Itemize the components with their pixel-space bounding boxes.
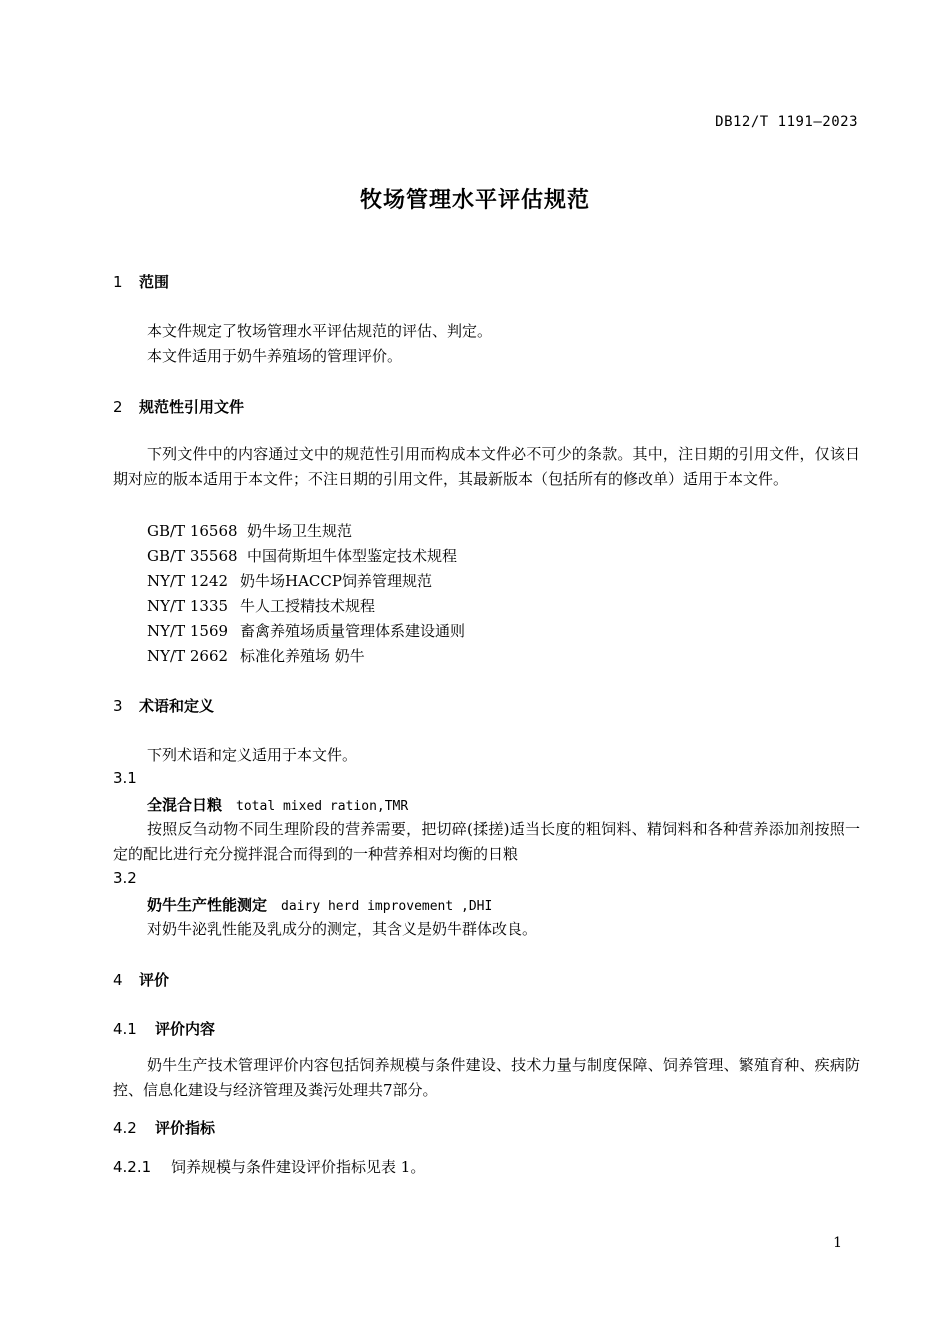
section-title: 规范性引用文件: [139, 398, 245, 416]
section-number: 1: [113, 273, 123, 291]
paragraph: 下列术语和定义适用于本文件。: [147, 746, 358, 764]
section-4-heading: [113, 969, 169, 990]
section-title: 评价: [139, 971, 170, 989]
reference-name: 畜禽养殖场质量管理体系建设通则: [240, 622, 466, 640]
reference-item: [147, 520, 352, 541]
paragraph: 奶牛生产技术管理评价内容包括饲养规模与条件建设、技术力量与制度保障、饲养管理、繁殖育种、疾病防控、信息化建设与经济管理及粪污处理共7部分。: [113, 1056, 860, 1099]
section-number: 4: [113, 971, 123, 989]
term-heading: [147, 794, 408, 815]
reference-code: GB/T 16568: [147, 522, 238, 540]
section-title: 术语和定义: [139, 697, 215, 715]
subsection-4-1-heading: [113, 1018, 215, 1039]
term-en: dairy herd improvement ,DHI: [281, 899, 493, 914]
subsection-title: 评价内容: [155, 1020, 216, 1038]
reference-item: [147, 570, 432, 591]
subsection-title: 评价指标: [155, 1119, 216, 1137]
term-number: 3.2: [113, 869, 137, 887]
standard-code: DB12/T 1191—2023: [715, 114, 858, 130]
reference-item: [147, 620, 465, 641]
page-number: 1: [833, 1235, 842, 1251]
subsection-number: 4.2: [113, 1119, 137, 1137]
term-number: 3.1: [113, 769, 137, 787]
reference-name: 牛人工授精技术规程: [240, 597, 376, 615]
reference-code: GB/T 35568: [147, 547, 238, 565]
subsection-text: 饲养规模与条件建设评价指标见表 1。: [171, 1158, 426, 1176]
reference-code: NY/T 1569: [147, 622, 229, 640]
section-1-heading: [113, 271, 169, 292]
reference-code: NY/T 2662: [147, 647, 229, 665]
term-zh: 全混合日粮: [147, 796, 223, 814]
reference-item: [147, 645, 365, 666]
term-en: total mixed ration,TMR: [236, 799, 409, 814]
reference-code: NY/T 1242: [147, 572, 229, 590]
term-definition: 对奶牛泌乳性能及乳成分的测定，其含义是奶牛群体改良。: [147, 920, 538, 938]
reference-name: 奶牛场卫生规范: [247, 522, 353, 540]
subsection-number: 4.1: [113, 1020, 137, 1038]
subsection-number: 4.2.1: [113, 1158, 152, 1176]
paragraph: 本文件适用于奶牛养殖场的管理评价。: [147, 347, 403, 365]
reference-item: [147, 545, 457, 566]
section-number: 2: [113, 398, 123, 416]
section-title: 范围: [139, 273, 170, 291]
term-zh: 奶牛生产性能测定: [147, 896, 268, 914]
term-heading: [147, 894, 492, 915]
section-2-heading: [113, 396, 244, 417]
paragraph: 下列文件中的内容通过文中的规范性引用而构成本文件必不可少的条款。其中，注日期的引用文件，仅该日期对应的版本适用于本文件；不注日期的引用文件，其最新版本（包括所有的修改单）适用于本文件。: [113, 445, 860, 488]
section-number: 3: [113, 697, 123, 715]
reference-name: 奶牛场HACCP饲养管理规范: [240, 572, 432, 590]
paragraph: 本文件规定了牧场管理水平评估规范的评估、判定。: [147, 322, 493, 340]
page-title: 牧场管理水平评估规范: [359, 188, 590, 213]
subsection-4-2-1: [113, 1156, 425, 1177]
term-definition: 按照反刍动物不同生理阶段的营养需要，把切碎(揉搓)适当长度的粗饲料、精饲料和各种营养添加剂按照一定的配比进行充分搅拌混合而得到的一种营养相对均衡的日粮: [113, 820, 860, 863]
reference-code: NY/T 1335: [147, 597, 229, 615]
reference-item: [147, 595, 375, 616]
reference-name: 中国荷斯坦牛体型鉴定技术规程: [247, 547, 458, 565]
reference-name: 标准化养殖场 奶牛: [240, 647, 365, 665]
section-3-heading: [113, 695, 214, 716]
subsection-4-2-heading: [113, 1117, 215, 1138]
